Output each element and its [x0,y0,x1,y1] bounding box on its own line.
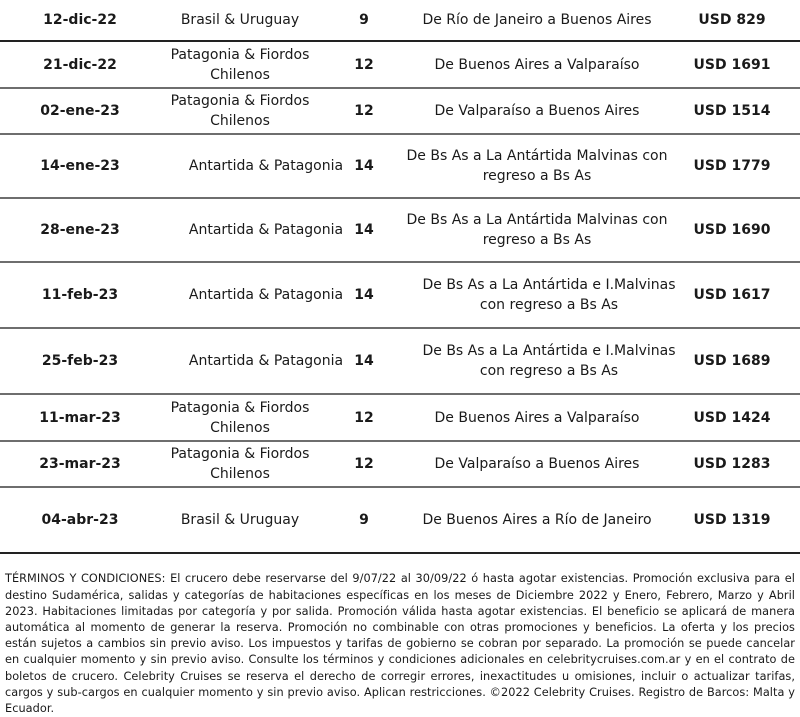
destination-region: Patagonia & Fiordos Chilenos [170,93,310,129]
price: USD 1617 [693,287,771,303]
price: USD 829 [698,12,766,28]
destination-region: Antartida & Patagonia [188,287,344,303]
departure-date: 11-feb-23 [41,287,119,303]
price: USD 1689 [693,353,771,369]
price: USD 1424 [693,409,771,426]
table-row [0,329,800,395]
destination-region: Patagonia & Fiordos Chilenos [170,46,310,83]
table-row [0,395,800,442]
table-row [0,0,800,42]
nights-count: 12 [354,56,374,73]
route: De Valparaíso a Buenos Aires [434,456,640,472]
destination-region: Brasil & Uruguay [180,12,300,28]
nights-count: 14 [354,353,374,369]
table-row [0,442,800,488]
table-row [0,263,800,329]
nights-count: 14 [354,222,374,238]
price: USD 1690 [693,222,771,238]
table-row [0,42,800,89]
route: De Bs As a La Antártida Malvinas con regreso a Bs As [406,148,668,184]
departure-date: 23-mar-23 [39,456,121,472]
route: De Bs As a La Antártida e I.Malvinas con regreso a Bs As [422,343,676,379]
destination-region: Antartida & Patagonia [188,222,344,238]
price: USD 1779 [693,158,771,174]
nights-count: 14 [354,158,374,174]
route: De Buenos Aires a Valparaíso [434,409,640,426]
nights-count: 12 [354,103,374,119]
departure-date: 12-dic-22 [43,12,117,28]
departure-date: 02-ene-23 [40,103,120,119]
route: De Buenos Aires a Valparaíso [434,56,640,73]
nights-count: 12 [354,409,374,426]
nights-count: 12 [354,456,374,472]
price: USD 1691 [693,56,771,73]
destination-region: Antartida & Patagonia [188,353,344,369]
route: De Valparaíso a Buenos Aires [434,103,640,119]
departure-date: 04-abr-23 [41,512,119,528]
departure-date: 25-feb-23 [41,353,119,369]
nights-count: 9 [359,512,369,528]
table-row [0,89,800,135]
route: De Bs As a La Antártida e I.Malvinas con regreso a Bs As [422,277,676,313]
destination-region: Brasil & Uruguay [180,512,300,528]
table-row [0,488,800,554]
price: USD 1514 [693,103,771,119]
nights-count: 14 [354,287,374,303]
departure-date: 21-dic-22 [43,56,117,73]
destination-region: Patagonia & Fiordos Chilenos [170,446,310,482]
departure-date: 11-mar-23 [39,409,121,426]
table-row [0,199,800,263]
terms-and-conditions: TÉRMINOS Y CONDICIONES: El crucero debe reservarse del 9/07/22 al 30/09/22 ó hasta agotar existencias. Promoción exclusiva para el destino Sudamérica, salidas y categorías de habitaciones específicas en los meses de Diciembre 2022 y Enero, Febrero, Marzo y Abril 2023. Habitaciones limitadas por categoría y por salida. Promoción válida hasta agotar existencias. El beneficio se aplicará de manera automática al momento de generar la reserva. Promoción no combinable con otras promociones y beneficios. La oferta y los precios están sujetos a cambios sin previo aviso. Los impuestos y tarifas de gobierno se cobran por separado. La promoción se puede cancelar en cualquier momento y sin previo aviso. Consulte los términos y condiciones adicionales en celebritycruises.com.ar y en el contrato de boletos de crucero. Celebrity Cruises se reserva el derecho de corregir errores, inexactitudes u omisiones, incluir o actualizar tarifas, cargos y sub-cargos en cualquier momento y sin previo aviso. Aplican restricciones. ©2022 Celebrity Cruises. Registro de Barcos: Malta y Ecuador. [5,572,795,715]
departure-date: 14-ene-23 [40,158,120,174]
route: De Buenos Aires a Río de Janeiro [422,512,652,528]
price: USD 1319 [693,512,771,528]
departure-date: 28-ene-23 [40,222,120,238]
destination-region: Antartida & Patagonia [188,158,344,174]
price: USD 1283 [693,456,771,472]
nights-count: 9 [359,12,369,28]
destination-region: Patagonia & Fiordos Chilenos [170,399,310,436]
table-row [0,135,800,199]
route: De Bs As a La Antártida Malvinas con regreso a Bs As [406,212,668,248]
route: De Río de Janeiro a Buenos Aires [422,12,652,28]
